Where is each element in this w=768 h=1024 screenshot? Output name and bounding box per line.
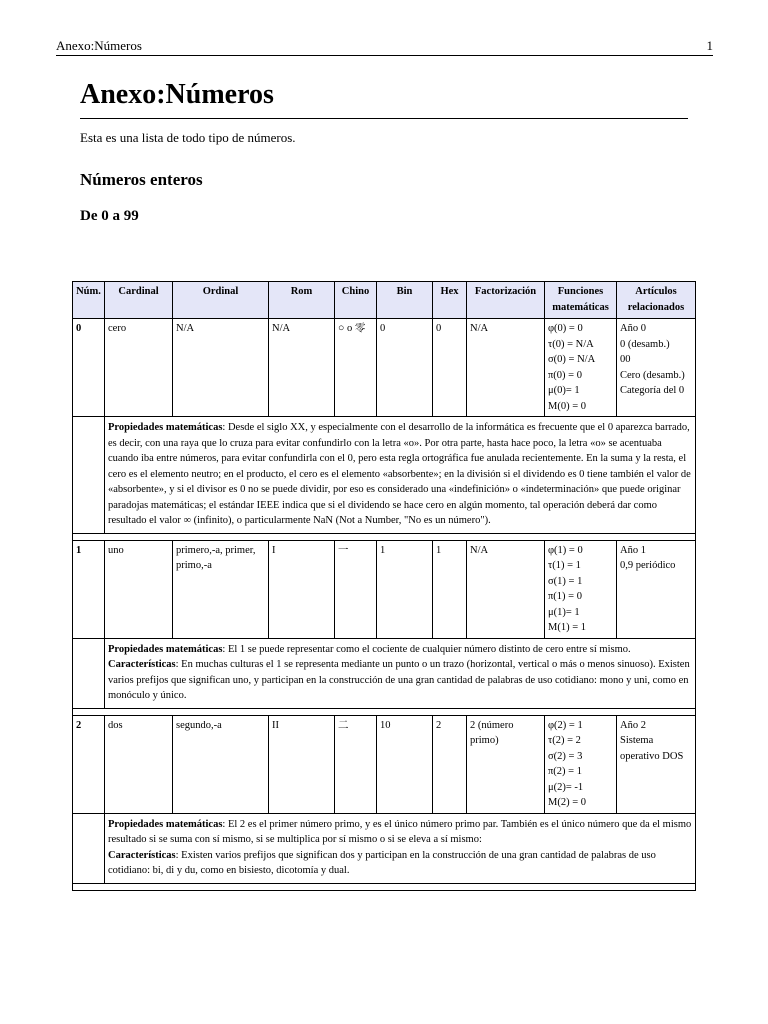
col-header-cardinal: Cardinal	[105, 282, 173, 319]
cell-ordinal: segundo,-a	[173, 715, 269, 813]
property-paragraph	[108, 657, 692, 704]
cell-rom: N/A	[269, 319, 335, 417]
cell-chino: ○ o 零	[335, 319, 377, 417]
property-paragraph	[108, 848, 692, 879]
cell-funciones	[545, 715, 617, 813]
property-label: Características	[108, 849, 176, 861]
cell-num: 1	[73, 540, 105, 638]
article-link[interactable]: Categoría del 0	[620, 385, 685, 396]
header-title: Anexo:Números	[56, 38, 142, 53]
function-line: τ(2) = 2	[548, 735, 581, 746]
cell-bin: 1	[377, 540, 433, 638]
row-separator	[73, 708, 696, 715]
cell-rom: II	[269, 715, 335, 813]
article-link[interactable]: Año 0	[620, 323, 646, 334]
property-paragraph	[108, 420, 692, 529]
cell-cardinal: cero	[105, 319, 173, 417]
properties-cell	[105, 813, 696, 883]
property-paragraph	[108, 642, 692, 658]
function-line: μ(0)= 1	[548, 385, 580, 396]
property-label: Propiedades matemáticas	[108, 643, 223, 655]
properties-spacer	[73, 638, 105, 708]
properties-cell	[105, 638, 696, 708]
numbers-table	[72, 281, 696, 891]
article-link[interactable]: 0 (desamb.)	[620, 338, 670, 350]
cell-hex: 0	[433, 319, 467, 417]
property-label: Propiedades matemáticas	[108, 818, 223, 830]
property-text: : En muchas culturas el 1 se representa mediante un punto o un trazo (horizontal, vertical o más o menos sinuoso). Existen varios prefijos que significan uno, y participan en la construcción de una gran cantidad de palabras de uso cotidiano: mono y uni, como en monóculo y único.	[108, 659, 690, 701]
property-text: : Existen varios prefijos que significan dos y participan en la construcción de una gran cantidad de palabras de uso cotidiano: bi, di y du, como en bisiesto, dicotomía y dual.	[108, 849, 656, 876]
function-line: π(1) = 0	[548, 591, 582, 602]
table-row	[73, 319, 696, 417]
col-header-rom: Rom	[269, 282, 335, 319]
function-line: μ(2)= -1	[548, 781, 584, 793]
cell-factorizacion: 2 (número primo)	[467, 715, 545, 813]
article-link[interactable]: Cero (desamb.)	[620, 369, 685, 381]
function-line: π(2) = 1	[548, 766, 582, 777]
function-line: σ(2) = 3	[548, 750, 583, 762]
table-body	[73, 319, 696, 891]
intro-text: Esta es una lista de todo tipo de números.	[80, 130, 296, 145]
cell-hex: 1	[433, 540, 467, 638]
cell-ordinal: primero,-a, primer, primo,-a	[173, 540, 269, 638]
function-line: φ(1) = 0	[548, 544, 583, 556]
cell-hex: 2	[433, 715, 467, 813]
article-link[interactable]: Año 2	[620, 719, 646, 731]
function-line: τ(0) = N/A	[548, 338, 594, 350]
article-link[interactable]: 0,9 periódico	[620, 560, 676, 571]
col-header-bin: Bin	[377, 282, 433, 319]
subsection-heading: De 0 a 99	[80, 208, 139, 224]
col-header-ordinal: Ordinal	[173, 282, 269, 319]
cell-ordinal: N/A	[173, 319, 269, 417]
cell-bin: 10	[377, 715, 433, 813]
cell-funciones	[545, 540, 617, 638]
cell-articulos	[617, 715, 696, 813]
function-line: φ(2) = 1	[548, 719, 583, 731]
properties-row	[73, 638, 696, 708]
properties-spacer	[73, 417, 105, 534]
page-number: 1	[706, 38, 713, 53]
cell-articulos	[617, 540, 696, 638]
properties-cell	[105, 417, 696, 534]
cell-chino: 一	[335, 540, 377, 638]
cell-num: 0	[73, 319, 105, 417]
separator-cell	[73, 708, 696, 715]
article-link[interactable]: Sistema operativo DOS	[620, 735, 684, 762]
separator-cell	[73, 533, 696, 540]
section-heading: Números enteros	[80, 170, 203, 189]
col-header-articulos: Artículos relacionados	[617, 282, 696, 319]
page-header	[56, 38, 713, 56]
property-paragraph	[108, 817, 692, 848]
row-separator	[73, 883, 696, 890]
properties-row	[73, 417, 696, 534]
cell-cardinal: uno	[105, 540, 173, 638]
col-header-chino: Chino	[335, 282, 377, 319]
function-line: σ(1) = 1	[548, 575, 583, 587]
function-line: τ(1) = 1	[548, 560, 581, 571]
cell-cardinal: dos	[105, 715, 173, 813]
cell-articulos	[617, 319, 696, 417]
properties-spacer	[73, 813, 105, 883]
function-line: M(2) = 0	[548, 797, 587, 808]
table-row	[73, 540, 696, 638]
function-line: π(0) = 0	[548, 369, 582, 381]
function-line: φ(0) = 0	[548, 323, 583, 334]
col-header-num: Núm.	[73, 282, 105, 319]
article-link[interactable]: 00	[620, 354, 631, 365]
col-header-funciones: Funciones matemáticas	[545, 282, 617, 319]
table-row	[73, 715, 696, 813]
cell-rom: I	[269, 540, 335, 638]
cell-factorizacion: N/A	[467, 540, 545, 638]
function-line: M(0) = 0	[548, 400, 587, 412]
property-label: Propiedades matemáticas	[108, 422, 223, 433]
property-text: : El 2 es el primer número primo, y es el único número primo par. También es el único número que da el mismo resultado si se suma con sí mismo, si se multiplica por sí mismo o si se eleva a sí mismo:	[108, 818, 692, 845]
property-text: : El 1 se puede representar como el cociente de cualquier número distinto de cero entre sí mismo.	[222, 643, 631, 655]
col-header-hex: Hex	[433, 282, 467, 319]
property-text: : Desde el siglo XX, y especialmente con el desarrollo de la informática es frecuente que el 0 aparezca barrado, es decir, con una raya que lo cruza para evitar confundirlo con la letra «o». Por otra parte, hasta hace poco, la letra «o» se acentuaba cuando iba entre números, para evitar confundirla con el 0, pero esta regla ortográfica fue anulada recientemente. En la suma y la resta, el cero es el elemento neutro; en el producto, el cero es el elemento «absorbente»; en la división si el dividendo es 0 tiene también el valor de «absorbente», y si el divisor es 0 no se puede dividir, por eso es considerado una «indefinición» o «indeterminación» que puede originar paradojas matemáticas; el estándar IEEE indica que si el dividendo se hace cero en algún momento, tal operación deberá dar como resultado el valor ∞ (infinito), o particularmente NaN (Not a Number, "No es un número").	[108, 422, 691, 526]
row-separator	[73, 533, 696, 540]
separator-cell	[73, 883, 696, 890]
article-link[interactable]: Año 1	[620, 544, 646, 556]
cell-funciones	[545, 319, 617, 417]
property-label: Características	[108, 659, 176, 670]
cell-num: 2	[73, 715, 105, 813]
function-line: μ(1)= 1	[548, 606, 580, 618]
table-header-row	[73, 282, 696, 319]
cell-factorizacion: N/A	[467, 319, 545, 417]
function-line: M(1) = 1	[548, 622, 587, 633]
col-header-factorizacion: Factorización	[467, 282, 545, 319]
cell-chino: 二	[335, 715, 377, 813]
function-line: σ(0) = N/A	[548, 354, 596, 365]
cell-bin: 0	[377, 319, 433, 417]
properties-row	[73, 813, 696, 883]
page-title: Anexo:Números	[80, 78, 688, 119]
